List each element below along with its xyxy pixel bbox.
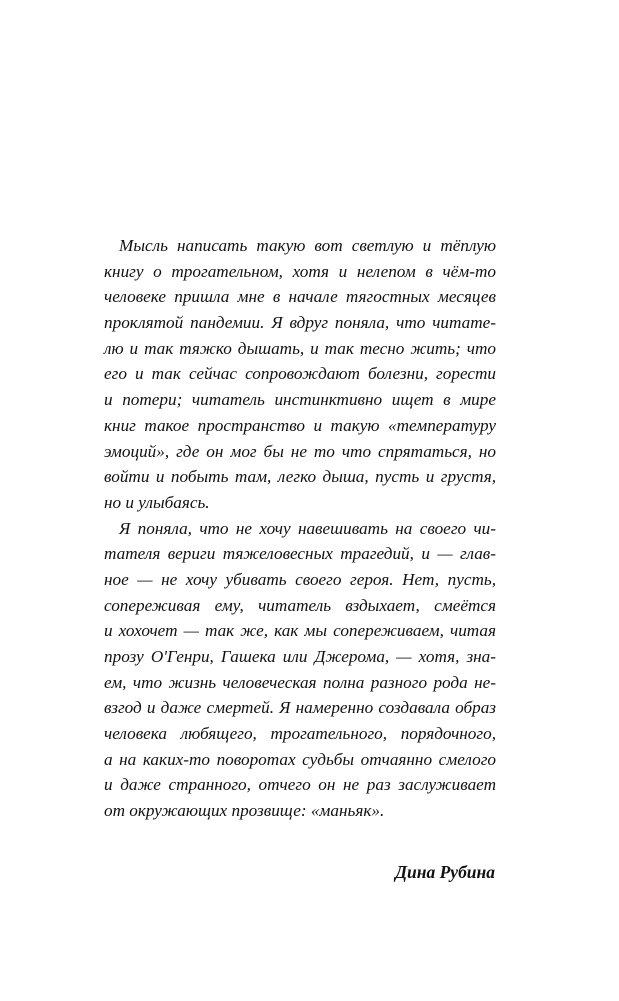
paragraph-2-line-3: ное — не хочу убивать своего героя. Нет, пусть, xyxy=(104,569,496,589)
paragraph-1-line-11: но и улыбаясь. xyxy=(104,492,210,512)
author-signature: Дина Рубина xyxy=(395,862,495,882)
paragraph-1-line-6: его и так сейчас сопровождают болезни, горести xyxy=(104,364,496,384)
paragraph-2-line-10: а на каких-то поворотах судьбы отчаянно смелого xyxy=(104,749,496,769)
paragraph-1-line-2: книгу о трогательном, хотя и нелепом в чём-то xyxy=(104,261,496,281)
paragraph-2-line-2: тателя вериги тяжеловесных трагедий, и — глав- xyxy=(104,544,496,564)
paragraph-2-line-4: сопереживая ему, читатель вздыхает, смеётся xyxy=(104,595,496,615)
paragraph-1-line-5: лю и так тяжко дышать, и так тесно жить; что xyxy=(104,338,496,358)
paragraph-2-line-1: Я поняла, что не хочу навешивать на своего чи- xyxy=(119,518,496,538)
paragraph-2-line-9: человека любящего, трогательного, порядочного, xyxy=(104,724,496,744)
foreword-text xyxy=(104,233,496,824)
paragraph-2-line-11: и даже странного, отчего он не раз заслуживает xyxy=(104,775,496,795)
paragraph-1-line-4: проклятой пандемии. Я вдруг поняла, что читате- xyxy=(104,313,496,333)
paragraph-1-line-8: книг такое пространство и такую «температуру xyxy=(104,415,496,435)
paragraph-2-line-12: от окружающих прозвище: «маньяк». xyxy=(104,801,385,821)
paragraph-1-line-10: войти и побыть там, легко дыша, пусть и грустя, xyxy=(104,467,496,487)
paragraph-2-line-8: взгод и даже смертей. Я намеренно создавала образ xyxy=(104,698,496,718)
paragraph-1-line-7: и потери; читатель инстинктивно ищет в мире xyxy=(104,390,496,410)
paragraph-2-line-5: и хохочет — так же, как мы сопереживаем, читая xyxy=(104,621,496,641)
paragraph-2-line-6: прозу О'Генри, Гашека или Джерома, — хотя, зна- xyxy=(104,647,496,666)
paragraph-1-line-1: Мысль написать такую вот светлую и тёплую xyxy=(119,236,496,255)
paragraph-1-line-3: человеке пришла мне в начале тягостных месяцев xyxy=(104,287,496,307)
paragraph-2-line-7: ем, что жизнь человеческая полна разного рода не- xyxy=(104,672,496,692)
paragraph-1-line-9: эмоций», где он мог бы не то что спрятаться, но xyxy=(104,441,496,461)
